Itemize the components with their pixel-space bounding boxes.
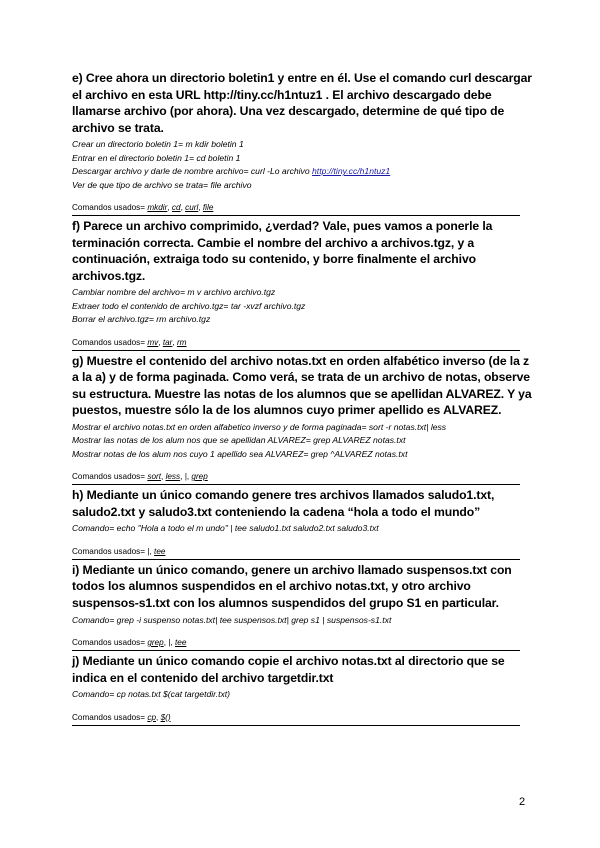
answer-line: Mostrar notas de los alum nos cuyo 1 apellido sea ALVAREZ= grep ^ALVAREZ notas.txt [72, 448, 408, 459]
answer-line: Crear un directorio boletin 1= m kdir boletin 1 [72, 139, 244, 150]
commands-used: Comandos usados= grep, |, tee [72, 637, 187, 647]
answer-text: Descargar archivo y darle de nombre archivo= curl -Lo archivo [72, 166, 313, 177]
divider [72, 650, 520, 651]
command: grep [191, 472, 208, 482]
command: tee [154, 546, 166, 556]
commands-used: Comandos usados= sort, less, |, grep [72, 472, 208, 482]
answer-line: Borrar el archivo.tgz= rm archivo.tgz [72, 314, 211, 325]
commands-label: Comandos usados= [72, 472, 146, 482]
command: file [202, 203, 214, 212]
commands-label: Comandos usados= [72, 637, 146, 647]
document-body [72, 70, 532, 728]
commands-label: Comandos usados= [72, 712, 146, 722]
command: grep [147, 637, 164, 647]
command: cd [171, 203, 181, 212]
answer-line: Comando= echo "Hola a todo el m undo" | tee saludo1.txt saludo2.txt saludo3.txt [72, 523, 379, 534]
answer-list [72, 522, 532, 535]
command: | [147, 546, 150, 556]
command: sort [147, 472, 161, 482]
exercise-h [72, 487, 532, 560]
command: tar [162, 337, 173, 347]
exercise-heading: i) Mediante un único comando, genere un archivo llamado suspensos.txt con todos los alumnos suspendidos en el archivo notas.txt, y otro archivo suspensos-s1.txt con los alumnos suspendidos del grupo S1 en particular. [72, 562, 512, 610]
exercise-heading: h) Mediante un único comando genere tres archivos llamados saludo1.txt, saludo2.txt y saludo3.txt conteniendo la cadena “hola a todo el mundo” [72, 488, 495, 519]
answer-list [72, 421, 532, 461]
command: mkdir [147, 203, 168, 212]
command: | [184, 472, 187, 482]
commands-used: Comandos usados= |, tee [72, 546, 166, 556]
exercise-heading: f) Parece un archivo comprimido, ¿verdad? Vale, pues vamos a ponerle la terminación correcta. Cambie el nombre del archivo a archivos.tgz, y a continuación, extraiga todo su contenido, y borre finalmente el archivo archivos.tgz. [72, 219, 493, 283]
divider [72, 215, 520, 216]
exercise-heading: e) Cree ahora un directorio boletin1 y entre en él. Use el comando curl descargar el archivo en esta URL http://tiny.cc/h1ntuz1 . El archivo descargado debe llamarse archivo (por ahora). Una vez descargado, determine de qué tipo de archivo se trata. [72, 71, 532, 135]
commands-used: Comandos usados= cp, $() [72, 712, 171, 722]
commands-label: Comandos usados= [72, 337, 146, 347]
answer-line: Mostrar las notas de los alum nos que se apellidan ALVAREZ= grep ALVAREZ notas.txt [72, 435, 406, 446]
answer-line: Comando= grep -i suspenso notas.txt| tee suspensos.txt| grep s1 | suspensos-s1.txt [72, 614, 392, 625]
divider [72, 350, 520, 351]
commands-label: Comandos usados= [72, 203, 146, 212]
answer-line: Extraer todo el contenido de archivo.tgz= tar -xvzf archivo.tgz [72, 300, 306, 311]
answer-line: Comando= cp notas.txt $(cat targetdir.txt) [72, 689, 231, 700]
command: curl [185, 203, 199, 212]
divider [72, 484, 520, 485]
command: $() [160, 712, 171, 722]
exercise-heading: g) Muestre el contenido del archivo notas.txt en orden alfabético inverso (de la z a la a) y de forma paginada. Como verá, se trata de un archivo de notas, observe su estructura. Muestre las notas de los alumnos que se apellidan ALVAREZ. Y ya puestos, muestre sólo la de los alumnos cuyo primer apellido es ALVAREZ. [72, 353, 532, 418]
command: tee [175, 637, 187, 647]
answer-line [72, 165, 532, 178]
command: cp [147, 712, 156, 722]
commands-used: Comandos usados= mv, tar, rm [72, 337, 187, 347]
answer-list [72, 286, 532, 326]
exercise-f [72, 218, 532, 351]
exercise-heading: j) Mediante un único comando copie el archivo notas.txt al directorio que se indica en el contenido del archivo targetdir.txt [72, 653, 505, 685]
command: rm [176, 337, 187, 347]
divider [72, 559, 520, 560]
answer-line: Mostrar el archivo notas.txt en orden alfabetico inverso y de forma paginada= sort -r notas.txt| less [72, 421, 447, 432]
answer-list [72, 688, 532, 701]
page-number: 2 [519, 796, 526, 808]
answer-line: Ver de que tipo de archivo se trata= file archivo [72, 179, 252, 190]
commands-label: Comandos usados= [72, 546, 146, 556]
commands-used: Comandos usados= mkdir, cd, curl, file [72, 203, 214, 212]
exercise-g [72, 353, 532, 486]
command: less [165, 472, 181, 482]
command: | [168, 637, 171, 647]
command: mv [147, 337, 159, 347]
answer-line: Cambiar nombre del archivo= m v archivo archivo.tgz [72, 287, 276, 298]
answer-list [72, 138, 532, 192]
answer-list [72, 614, 532, 627]
exercise-j [72, 653, 532, 726]
divider [72, 725, 520, 726]
url-link[interactable]: http://tiny.cc/h1ntuz1 [312, 166, 391, 177]
answer-line: Entrar en el directorio boletin 1= cd boletin 1 [72, 152, 241, 163]
exercise-i [72, 562, 532, 651]
exercise-e [72, 70, 532, 216]
